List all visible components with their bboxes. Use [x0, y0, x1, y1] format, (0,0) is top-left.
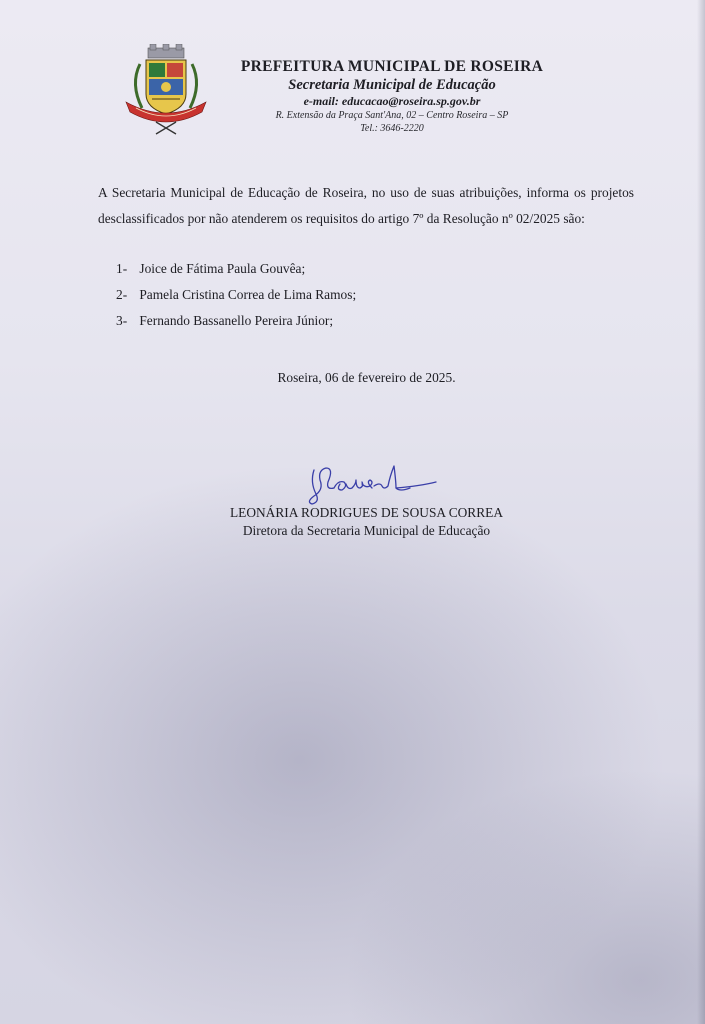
signatory-name: LEONÁRIA RODRIGUES DE SOUSA CORREA [229, 505, 504, 520]
signatory-title: Diretora da Secretaria Municipal de Educação [242, 523, 491, 538]
organization-name: PREFEITURA MUNICIPAL DE ROSEIRA [240, 58, 544, 75]
list-item-text: Joice de Fátima Paula Gouvêa; [139, 261, 306, 276]
document-date: Roseira, 06 de fevereiro de 2025. [277, 370, 456, 385]
letterhead [222, 58, 562, 135]
department-email: e-mail: educacao@roseira.sp.gov.br [303, 94, 481, 108]
coat-of-arms-icon [122, 44, 210, 136]
list-item-text: Fernando Bassanello Pereira Júnior; [139, 313, 334, 328]
list-item-number: 2- [116, 287, 128, 302]
list-item-text: Pamela Cristina Correa de Lima Ramos; [139, 287, 357, 302]
department-phone: Tel.: 3646-2220 [360, 123, 424, 134]
list-item-number: 1- [116, 261, 128, 276]
list-item [116, 256, 356, 282]
disqualified-projects-list [116, 256, 356, 334]
department-address: R. Extensão da Praça Sant'Ana, 02 – Centro Roseira – SP [275, 110, 509, 121]
handwritten-signature-icon [300, 452, 450, 512]
list-item [116, 308, 356, 334]
list-item-number: 3- [116, 313, 128, 328]
department-name: Secretaria Municipal de Educação [288, 77, 496, 93]
announcement-paragraph: A Secretaria Municipal de Educação de Roseira, no uso de suas atribuições, informa os projetos desclassificados por não atenderem os requisitos do artigo 7º da Resolução nº 02/2025 são: [98, 185, 634, 226]
list-item [116, 282, 356, 308]
